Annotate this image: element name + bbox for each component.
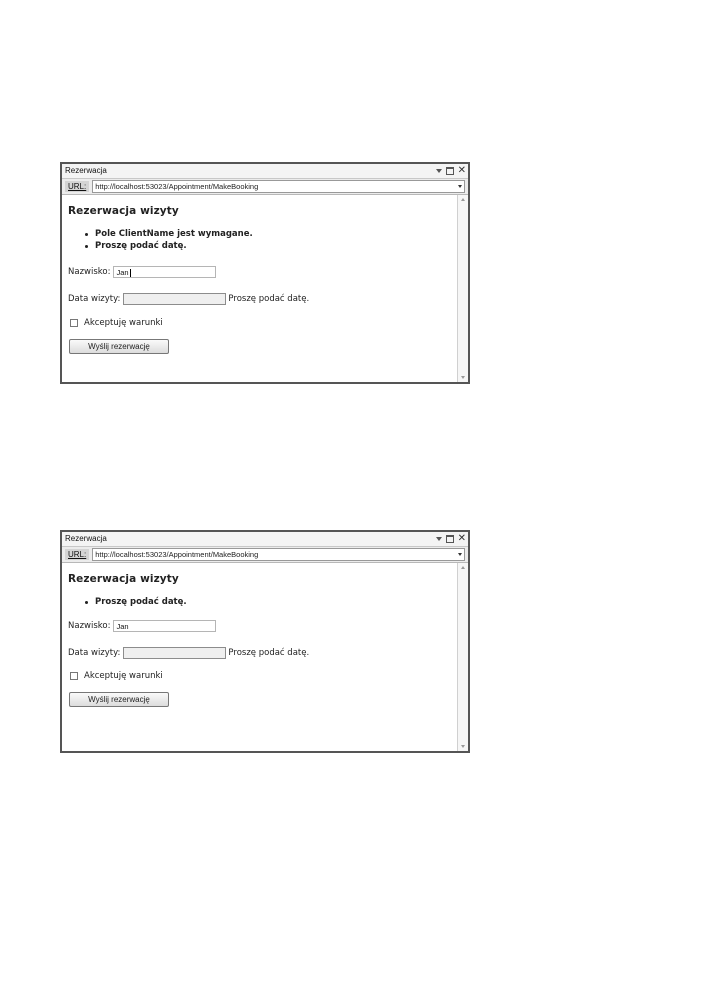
name-label: Nazwisko: — [68, 267, 111, 277]
url-bar — [62, 547, 468, 563]
terms-checkbox[interactable] — [70, 319, 78, 327]
terms-label: Akceptuję warunki — [84, 671, 163, 681]
validation-error: Proszę podać datę. — [83, 596, 457, 608]
name-input[interactable] — [113, 620, 216, 632]
window-controls — [436, 164, 466, 178]
browser-window-after — [60, 530, 470, 753]
url-input[interactable] — [92, 180, 465, 193]
submit-button[interactable]: Wyślij rezerwację — [69, 339, 169, 354]
name-row — [68, 620, 457, 632]
validation-summary — [68, 228, 457, 252]
maximize-icon[interactable] — [446, 535, 454, 543]
name-row — [68, 266, 457, 278]
page-content — [62, 563, 457, 751]
close-icon[interactable]: ✕ — [457, 165, 466, 176]
page-title: Rezerwacja wizyty — [68, 573, 179, 585]
submit-row — [68, 692, 457, 707]
name-label: Nazwisko: — [68, 621, 111, 631]
date-row — [68, 293, 457, 305]
name-input[interactable] — [113, 266, 216, 278]
url-bar — [62, 179, 468, 195]
validation-summary — [68, 596, 457, 608]
date-input[interactable] — [123, 647, 226, 659]
scroll-down-icon[interactable] — [461, 376, 465, 379]
terms-row — [68, 671, 457, 681]
window-controls — [436, 532, 466, 546]
terms-checkbox[interactable] — [70, 672, 78, 680]
scroll-up-icon[interactable] — [461, 198, 465, 201]
date-input[interactable] — [123, 293, 226, 305]
title-bar — [62, 164, 468, 179]
url-input[interactable] — [92, 548, 465, 561]
validation-error: Pole ClientName jest wymagane. — [83, 228, 457, 240]
terms-row — [68, 318, 457, 328]
vertical-scrollbar[interactable] — [457, 563, 468, 751]
url-text: http://localhost:53023/Appointment/MakeBooking — [95, 550, 259, 559]
page-content — [62, 195, 457, 382]
submit-row — [68, 339, 457, 354]
date-error-message: Proszę podać datę. — [228, 294, 310, 304]
url-dropdown-icon[interactable] — [458, 553, 462, 556]
window-title: Rezerwacja — [65, 166, 107, 175]
text-cursor — [130, 269, 131, 277]
terms-label: Akceptuję warunki — [84, 318, 163, 328]
date-label: Data wizyty: — [68, 648, 121, 658]
url-label: URL: — [65, 181, 89, 192]
scroll-up-icon[interactable] — [461, 566, 465, 569]
page-title: Rezerwacja wizyty — [68, 205, 179, 217]
vertical-scrollbar[interactable] — [457, 195, 468, 382]
validation-error: Proszę podać datę. — [83, 240, 457, 252]
url-text: http://localhost:53023/Appointment/MakeBooking — [95, 182, 259, 191]
submit-button[interactable]: Wyślij rezerwację — [69, 692, 169, 707]
name-value: Jan — [116, 268, 129, 277]
url-label: URL: — [65, 549, 89, 560]
browser-window-before — [60, 162, 470, 384]
name-value: Jan — [116, 622, 129, 631]
window-title: Rezerwacja — [65, 534, 107, 543]
date-error-message: Proszę podać datę. — [228, 648, 310, 658]
window-menu-icon[interactable] — [436, 169, 442, 173]
close-icon[interactable]: ✕ — [457, 533, 466, 544]
scroll-down-icon[interactable] — [461, 745, 465, 748]
date-row — [68, 647, 457, 659]
date-label: Data wizyty: — [68, 294, 121, 304]
title-bar — [62, 532, 468, 547]
maximize-icon[interactable] — [446, 167, 454, 175]
url-dropdown-icon[interactable] — [458, 185, 462, 188]
window-menu-icon[interactable] — [436, 537, 442, 541]
